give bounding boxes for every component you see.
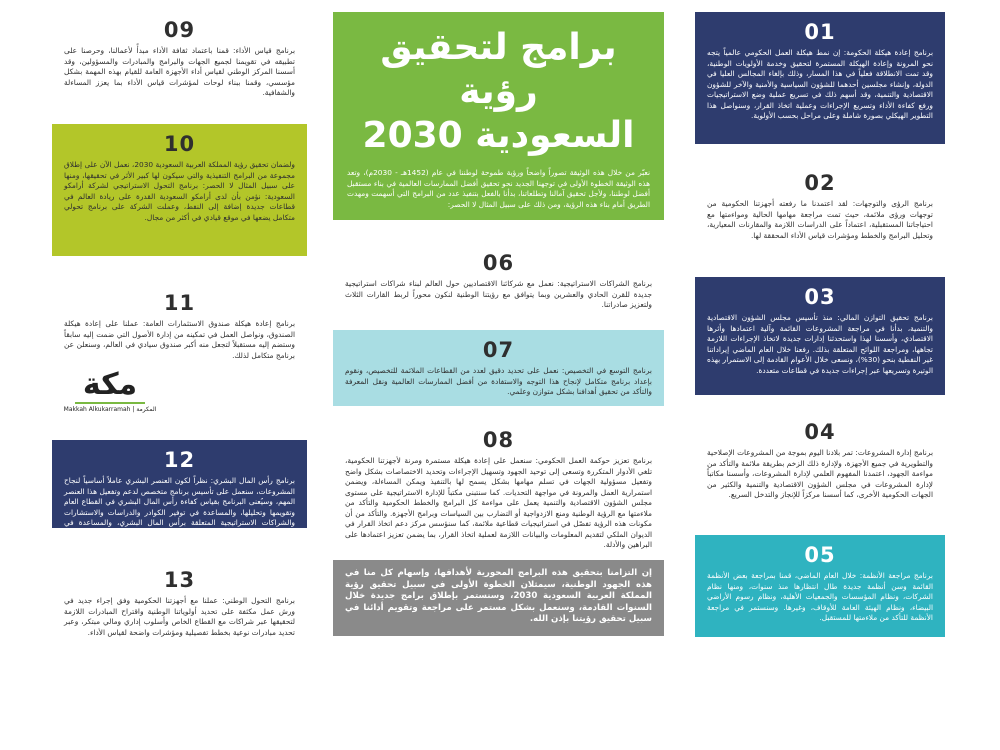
program-number: 12 — [163, 448, 196, 472]
program-number: 13 — [163, 568, 196, 592]
program-06 — [333, 243, 664, 311]
program-text: برنامج التحول الوطني: عملنا مع أجهزتنا الحكومية وفق إجراء جديد في ورش عمل مكثفة على تحديد أولوياتنا الوطنية واقتراح المبادرات اللازمة لتحقيقها عبر شراكات مع القطاع الخاص وأسلوب إداري ومالي مبتكر، وعبر تحديد مبادرات نوعية بخطط تفصيلية ومؤشرات واضحة لقياس الأداء. — [64, 596, 295, 637]
program-03 — [695, 277, 945, 395]
program-number: 08 — [482, 428, 515, 452]
page-title-year: السعودية 2030 — [362, 115, 635, 156]
title-box — [333, 12, 664, 220]
program-number: 06 — [482, 251, 515, 275]
program-text: ولضمان تحقيق رؤية المملكة العربية السعودية 2030، نعمل الآن على إطلاق مجموعة من البرامج التنفيذية والتي سيكون لها كبير الأثر في تحقيقها، ومنها على سبيل المثال لا الحصر: برنامج التحول الاستراتيجي لشركة أرامكو السعودية: نؤمن بأن لدى أرامكو السعودية القدرة على ريادة العالم في قطاعات جديدة إضافة إلى النفط، وعملت الشركة على برنامج تحولي متكامل يضعها في موقع قيادي في أكثر من مجال. — [64, 160, 295, 222]
logo-accent-bar — [75, 402, 145, 404]
program-number: 02 — [804, 171, 836, 195]
program-12 — [52, 440, 307, 538]
program-number: 01 — [804, 20, 836, 44]
program-07 — [333, 330, 664, 406]
closing-box — [333, 560, 664, 636]
program-text: برنامج إعادة هيكلة الحكومة: إن نمط هيكلة العمل الحكومي عالمياً يتجه نحو المرونة وإعادة الهيكلة المستمرة لتحقيق وخدمة الأولويات الوطنية، وقد تمت الانطلاقة فعلياً في هذا المسار، وذلك بإلغاء المجالس العليا في الدولة، وإنشاء مجلسين أحدهما للشؤون السياسية والأمنية والآخر للشؤون الاقتصادية والتنمية، وقد أسهم ذلك في تسريع عملية وضع الاستراتيجيات ورفع كفاءة الأداء وتسريع الإجراءات وعملية اتخاذ القرار، وسنواصل هذا التطوير الهيكلي بصورة شاملة وعلى مراحل بحسب الأولوية. — [707, 48, 933, 120]
page-title: برامج لتحقيق رؤية — [380, 27, 617, 112]
program-01 — [695, 12, 945, 144]
program-text: برنامج التوسع في التخصيص: نعمل على تحديد دقيق لعدد من القطاعات الملائمة للتخصيص، ونقوم بإعداد برنامج متكامل لإنجاح هذا التوجه والاستفادة من أفضل الممارسات العالمية ونقل المعرفة والتأكد من تحقيق أهدافنا بشكل متوازن وعلمي. — [345, 366, 652, 396]
logo-wordmark: مكة — [82, 367, 138, 402]
program-13 — [52, 560, 307, 650]
program-text: برنامج إعادة هيكلة صندوق الاستثمارات العامة: عملنا على إعادة هيكلة الصندوق، ونواصل العمل في تمكينه من إدارة الأصول التي ضمت إليه سابقاً وستضم إليه مستقبلاً لتجعل منه أكبر صندوق سيادي في العالم، وسنعلن عن برنامج متكامل لذلك. — [64, 319, 295, 360]
program-number: 11 — [163, 291, 196, 315]
makkah-logo — [60, 368, 160, 422]
program-text: برنامج مراجعة الأنظمة: خلال العام الماضي، قمنا بمراجعة بعض الأنظمة القائمة وسن أنظمة جديدة طال انتظارها منذ سنوات، ومنها نظام الشركات، ونظام المؤسسات والجمعيات الأهلية، ونظام رسوم الأراضي البيضاء، ونظام الهيئة العامة للأوقاف، وغيرها. وسنستمر في مراجعة الأنظمة للتأكد من ملاءمتها للمستقبل. — [707, 571, 933, 622]
program-number: 09 — [163, 18, 196, 42]
program-number: 07 — [482, 338, 515, 362]
program-08 — [333, 420, 664, 552]
program-04 — [695, 412, 945, 522]
program-number: 05 — [804, 543, 836, 567]
program-number: 04 — [804, 420, 836, 444]
program-text: برنامج رأس المال البشري: نظراً لكون العنصر البشري عاملاً أساسياً لنجاح المشروعات، سنعمل على تأسيس برنامج متخصص لدعم وتفعيل هذا العنصر المهم، وسيُعنى البرنامج بقياس كفاءة رأس المال البشري في القطاع العام وتقويمها وتحليلها، والمساعدة في توفير الكوادر والدراسات والاستشارات والشراكات الاستراتيجية المتعلقة برأس المال البشري، والمساعدة في الاختيار والتطبيق لتحقيق الأهداف الاستراتيجية. — [64, 476, 295, 538]
program-text: برنامج إدارة المشروعات: تمر بلادنا اليوم بموجة من المشروعات الإصلاحية والتطويرية في جميع الأجهزة، ولإدارة ذلك الزخم بطريقة ملائمة والتأكد من مواءمة الجهود، اعتمدنا المفهوم العلمي لإدارة المشروعات، وأسسنا مكاتباً لإدارة المشروعات في مجلس الشؤون الاقتصادية والتنمية والكثير من الجهات الحكومية الأخرى، كما أسسنا مركزاً للإنجاز والتدخل السريع. — [707, 448, 933, 499]
program-number: 10 — [163, 132, 196, 156]
intro-text: نعبّر من خلال هذه الوثيقة تصوراً واضحاً ورؤية طموحة لوطننا في عام (1452هـ - 2030م)، وتعد هذه الوثيقة الخطوة الأولى في توجهنا الجديد نحو تحقيق أفضل الممارسات العالمية في بناء مستقبل أفضل لوطننا، ولأجل تحقيق آمالنا وتطلعاتنا، بدأنا بالفعل بتنفيذ عدد من البرامج التي أسهمت ومهدت الطريق أمام بناء هذه الرؤية، ومن ذلك على سبيل المثال لا الحصر: — [347, 168, 650, 209]
program-09 — [52, 10, 307, 106]
program-11 — [52, 283, 307, 363]
program-10 — [52, 124, 307, 256]
program-text: برنامج تعزيز حوكمة العمل الحكومي: سنعمل على إعادة هيكلة مستمرة ومرنة لأجهزتنا الحكومية، تلغي الأدوار المتكررة وتسعى إلى توحيد الجهود وتسهيل الإجراءات وتحديد الاختصاصات بشكل واضح وتفعيل مسؤولية الجهات في تسلم مهامها بشكل يسمح لها بالتنفيذ ويمكن المساءلة، ويضمن استمرارية العمل والمرونة في مواجهة التحديات. كما سنتبنى مكتباً للإدارة الاستراتيجية على مستوى مجلس الشؤون الاقتصادية والتنمية يعمل على مواءمة كل البرامج والخطط الحكومية والتأكد من ملاءمتها مع الرؤية الوطنية ومنع الازدواجية أو التضارب بين السياسات وبرامج الأجهزة. والتأكد من أن مكونات هذه الرؤية تفصّل في استراتيجيات قطاعية ملائمة، كما سنؤسس مركز دعم اتخاذ القرار في الديوان الملكي لتقديم المعلومات والبيانات اللازمة لعملية اتخاذ القرار، بما يضمن تعزيز اعتمادها على البراهين والأدلة. — [345, 456, 652, 549]
program-text: برنامج الرؤى والتوجهات: لقد اعتمدنا ما رفعته أجهزتنا الحكومية من توجهات ورؤى ملائمة، حيث تمت مراجعة مهامها الحالية ومواءمتها مع احتياجاتنا المستقبلية، اعتماداً على الدراسات اللازمة والمقارنات المعيارية، وتحليل البرامج والخطط ومؤشرات قياس الأداء المحققة لها. — [707, 199, 933, 240]
program-number: 03 — [804, 285, 836, 309]
program-text: برنامج قياس الأداء: قمنا باعتماد ثقافة الأداء مبدأً لأعمالنا، وحرصنا على تطبيقه في تقويمنا لجميع الجهات والبرامج والمبادرات والمسؤولين، وقد أسسنا المركز الوطني لقياس أداء الأجهزة العامة للقيام بهذه المهمة بشكل مؤسسي، وقمنا ببناء لوحات لمؤشرات قياس الأداء بما يعزز المساءلة والشفافية. — [64, 46, 295, 97]
program-05 — [695, 535, 945, 637]
closing-text: إن التزامنا بتحقيق هذه البرامج المحورية لأهدافها، وإسهام كل منا في هذه الجهود الوطنية، سيمثلان الخطوة الأولى في سبيل تحقيق رؤية المملكة العربية السعودية 2030، وسنستمر بإطلاق برامج جديدة خلال السنوات القادمة، وسنعمل بشكل مستمر على مراجعة وتقويم أدائنا في سبيل تحقيق رؤيتنا بإذن الله. — [345, 568, 652, 624]
program-text: برنامج الشراكات الاستراتيجية: نعمل مع شركائنا الاقتصاديين حول العالم لبناء شراكات استراتيجية جديدة للقرن الحادي والعشرين وبما يتوافق مع رؤيتنا الوطنية لنكون محوراً لربط القارات الثلاث ولتعزيز صادراتنا. — [345, 279, 652, 309]
program-02 — [695, 163, 945, 263]
logo-subtitle: Makkah Alkukarramah | المكرمة — [63, 406, 157, 413]
program-text: برنامج تحقيق التوازن المالي: منذ تأسيس مجلس الشؤون الاقتصادية والتنمية، بدأنا في مراجعة المشروعات القائمة وآلية اعتمادها وأثرها الاقتصادي، وأسسنا لهذا واستحدثنا إدارات جديدة لاتخاذ الإجراءات اللازمة تجاهها، ومراجعة اللوائح المتعلقة بذلك. رفعنا خلال العام الماضي إيراداتنا غير النفطية بنحو (30%)، ونسعى خلال الأعوام القادمة إلى الاستمرار بهذه الوتيرة وتسريعها عبر إجراءات جديدة في قطاعات متعددة. — [707, 313, 933, 375]
